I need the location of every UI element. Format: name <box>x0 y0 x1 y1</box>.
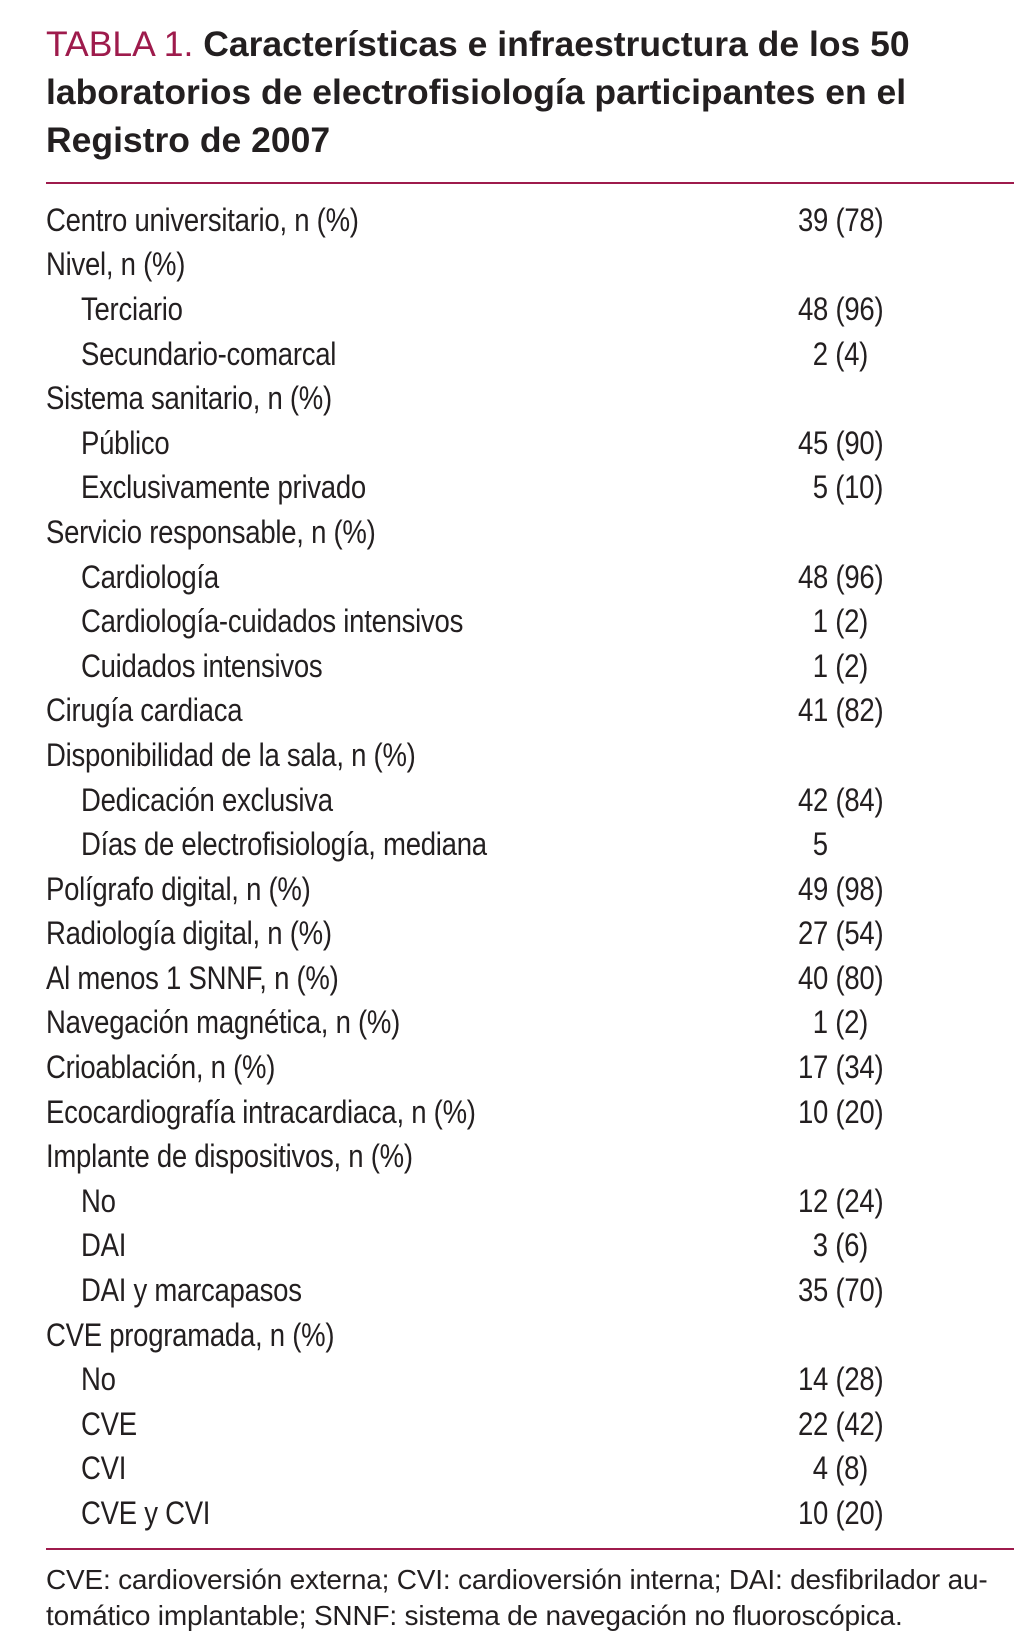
row-label-text: Centro universitario, n (%) <box>46 201 359 238</box>
row-label-text: Público <box>81 424 170 461</box>
row-label <box>46 915 798 952</box>
row-label-text: No <box>81 1182 116 1219</box>
table-row <box>46 1179 1014 1224</box>
table-row <box>46 376 1014 421</box>
row-label <box>46 1004 798 1041</box>
table-row <box>46 1224 1014 1269</box>
row-label-text: Terciario <box>81 290 183 327</box>
table-row <box>46 733 1014 778</box>
row-label <box>46 1406 798 1443</box>
table-row <box>46 1268 1014 1313</box>
row-label-text: Navegación magnética, n (%) <box>46 1004 401 1041</box>
row-value: 27 (54) <box>798 915 884 952</box>
row-value: 5 <box>798 826 828 863</box>
table-row <box>46 243 1014 288</box>
row-label-text: Implante de dispositivos, n (%) <box>46 1138 413 1175</box>
table-row <box>46 912 1014 957</box>
row-label-text: Crioablación, n (%) <box>46 1049 276 1086</box>
table-row <box>46 287 1014 332</box>
row-label <box>46 1317 798 1354</box>
table-number: TABLA 1. <box>46 24 194 64</box>
row-label <box>46 246 798 283</box>
table-row <box>46 198 1014 243</box>
row-label <box>46 1227 798 1264</box>
row-value: 2 (4) <box>798 335 869 372</box>
table-row <box>46 867 1014 912</box>
row-label-text: No <box>81 1361 116 1398</box>
row-label <box>46 559 798 596</box>
row-label <box>46 737 798 774</box>
row-label <box>46 782 798 819</box>
row-label-text: Servicio responsable, n (%) <box>46 513 376 550</box>
row-value: 1 (2) <box>798 1004 869 1041</box>
table-row <box>46 599 1014 644</box>
row-value: 48 (96) <box>798 558 884 595</box>
row-value: 48 (96) <box>798 290 884 327</box>
table-row <box>46 1045 1014 1090</box>
row-label <box>46 692 798 729</box>
row-label-text: Exclusivamente privado <box>81 469 366 506</box>
row-label-text: Dedicación exclusiva <box>81 781 333 818</box>
table-row <box>46 510 1014 555</box>
row-label-text: Polígrafo digital, n (%) <box>46 870 311 907</box>
table-container <box>46 20 1014 1634</box>
table-row <box>46 332 1014 377</box>
row-value: 10 (20) <box>798 1093 884 1130</box>
table-row <box>46 1357 1014 1402</box>
row-value: 3 (6) <box>798 1227 869 1264</box>
row-value: 40 (80) <box>798 959 884 996</box>
row-value: 49 (98) <box>798 870 884 907</box>
row-label-text: DAI y marcapasos <box>81 1272 302 1309</box>
row-value: 22 (42) <box>798 1405 884 1442</box>
row-label <box>46 648 798 685</box>
row-label-text: Ecocardiografía intracardiaca, n (%) <box>46 1093 476 1130</box>
bottom-divider <box>46 1548 1014 1550</box>
row-value: 17 (34) <box>798 1049 884 1086</box>
row-value: 1 (2) <box>798 603 869 640</box>
row-label-text: CVE programada, n (%) <box>46 1316 335 1353</box>
row-value: 4 (8) <box>798 1450 869 1487</box>
row-label-text: CVE <box>81 1405 137 1442</box>
row-label-text: Cirugía cardiaca <box>46 692 243 729</box>
row-label <box>46 514 798 551</box>
row-label-text: Cardiología-cuidados intensivos <box>81 603 464 640</box>
row-label-text: CVI <box>81 1450 127 1487</box>
row-label-text: Cardiología <box>81 558 219 595</box>
row-value: 39 (78) <box>798 201 884 238</box>
row-label <box>46 336 798 373</box>
row-value: 5 (10) <box>798 469 884 506</box>
row-label <box>46 826 798 863</box>
table-row <box>46 822 1014 867</box>
row-label <box>46 960 798 997</box>
table-title-text: Características e infraestructura de los 50 laboratorios de electrofisiología participantes en el Registro de 2007 <box>46 24 910 160</box>
table-row <box>46 1001 1014 1046</box>
footnote-line-2: tomático implantable; SNNF: sistema de navegación no fluoroscópica. <box>46 1599 903 1631</box>
table-row <box>46 421 1014 466</box>
table-row <box>46 1134 1014 1179</box>
row-label <box>46 1138 798 1175</box>
table-row <box>46 466 1014 511</box>
table-row <box>46 689 1014 734</box>
row-value: 45 (90) <box>798 424 884 461</box>
row-label <box>46 1450 798 1487</box>
row-label <box>46 291 798 328</box>
row-label-text: Radiología digital, n (%) <box>46 915 332 952</box>
row-label-text: CVE y CVI <box>81 1495 211 1532</box>
table-row <box>46 1402 1014 1447</box>
row-label-text: Días de electrofisiología, mediana <box>81 826 487 863</box>
row-label <box>46 1495 798 1532</box>
table-row <box>46 1491 1014 1536</box>
row-label-text: Cuidados intensivos <box>81 647 323 684</box>
row-value: 10 (20) <box>798 1495 884 1532</box>
table-row <box>46 1313 1014 1358</box>
table-body <box>46 198 1014 1536</box>
row-label-text: Disponibilidad de la sala, n (%) <box>46 736 416 773</box>
row-value: 35 (70) <box>798 1272 884 1309</box>
table-footnote <box>46 1562 1014 1634</box>
row-label <box>46 380 798 417</box>
row-label-text: Secundario-comarcal <box>81 335 337 372</box>
row-label <box>46 202 798 239</box>
table-title <box>46 20 986 164</box>
row-label-text: Sistema sanitario, n (%) <box>46 380 332 417</box>
top-divider <box>46 182 1014 184</box>
row-label <box>46 1361 798 1398</box>
table-row <box>46 644 1014 689</box>
row-label <box>46 1183 798 1220</box>
row-value: 1 (2) <box>798 647 869 684</box>
row-label <box>46 1272 798 1309</box>
table-row <box>46 956 1014 1001</box>
row-value: 14 (28) <box>798 1361 884 1398</box>
table-row <box>46 778 1014 823</box>
row-value: 12 (24) <box>798 1182 884 1219</box>
table-row <box>46 1090 1014 1135</box>
row-label <box>46 871 798 908</box>
row-label <box>46 1049 798 1086</box>
table-row <box>46 1447 1014 1492</box>
row-label-text: Nivel, n (%) <box>46 246 186 283</box>
row-label <box>46 425 798 462</box>
row-label-text: Al menos 1 SNNF, n (%) <box>46 959 339 996</box>
row-value: 42 (84) <box>798 781 884 818</box>
row-value: 41 (82) <box>798 692 884 729</box>
row-label <box>46 603 798 640</box>
table-row <box>46 555 1014 600</box>
row-label-text: DAI <box>81 1227 127 1264</box>
row-label <box>46 469 798 506</box>
footnote-line-1: CVE: cardioversión externa; CVI: cardioversión interna; DAI: desfibrilador au- <box>46 1563 988 1595</box>
row-label <box>46 1094 798 1131</box>
